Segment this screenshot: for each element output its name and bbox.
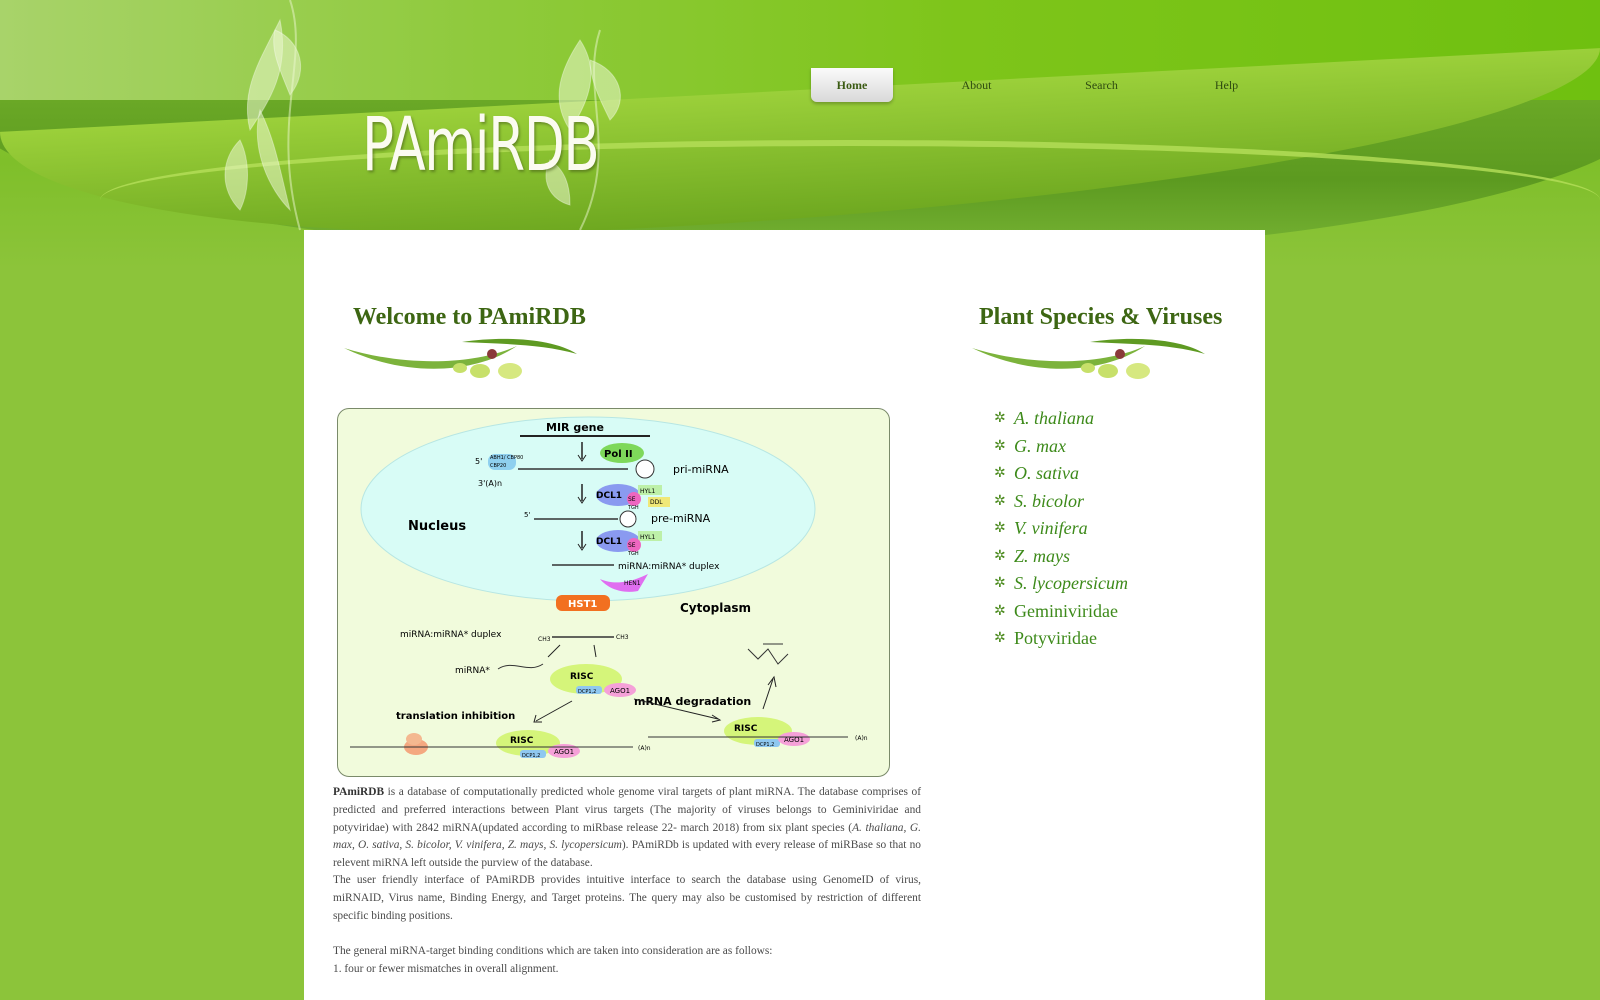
nav-home[interactable]: Home [811,68,893,102]
label-an-left: (A)n [638,745,651,752]
asterisk-bullet-icon: ✲ [994,438,1006,454]
label-mirna-star: miRNA* [455,666,490,676]
virus-family-label[interactable]: Potyviridae [1014,628,1097,649]
species-item[interactable] [994,405,1128,433]
leaf-ornament-icon [970,336,1210,386]
label-cbp20: CBP20 [490,463,507,469]
label-3prime-a: 3'(A)n [478,479,503,488]
label-risc: RISC [570,672,594,682]
label-se: SE [628,496,636,503]
intro-species: A. thaliana, G. max, O. sativa, S. bicolor, V. vinifera, Z. mays, S. lycopersicum [333,821,921,852]
intro-text-a: is a database of computationally predicted whole genome viral targets of plant miRNA. The database comprises of predicted and preferred interactions between Plant virus targets (The majority of viruses belongs to Geminiviridae and potyviridae) with 2842 miRNA(updated according to miRbase release 22- march 2018) from six plant species ( [333,786,921,834]
nav-about[interactable]: About [961,78,992,92]
asterisk-bullet-icon: ✲ [994,493,1006,509]
label-duplex-2: miRNA:miRNA* duplex [400,630,502,640]
label-ago1-3: AGO1 [554,748,575,756]
asterisk-bullet-icon: ✲ [994,521,1006,537]
label-ch3-right: CH3 [616,634,629,641]
species-item[interactable] [994,433,1128,461]
conditions-intro: The general miRNA-target binding conditions which are taken into consideration are as follows: [333,945,773,957]
label-duplex: miRNA:miRNA* duplex [618,562,720,572]
asterisk-bullet-icon: ✲ [994,466,1006,482]
label-dcp: DCP1,2 [578,689,597,695]
label-pri-mirna: pri-miRNA [673,463,729,476]
label-nucleus: Nucleus [408,519,467,534]
intro-bold-name: PAmiRDB [333,786,385,798]
asterisk-bullet-icon: ✲ [994,603,1006,619]
label-dcp-3: DCP1,2 [522,753,541,759]
nav-help[interactable]: Help [1214,78,1239,92]
label-hyl1: HYL1 [640,488,656,495]
intro-paragraph [333,784,921,873]
species-item[interactable] [994,570,1128,598]
species-label[interactable]: Z. mays [1014,545,1071,566]
label-dcl1: DCL1 [596,491,623,501]
species-label[interactable]: S. lycopersicum [1014,573,1128,594]
label-pre-mirna: pre-miRNA [651,512,711,525]
species-label[interactable]: V. vinifera [1014,518,1088,539]
label-pol2: Pol II [604,449,633,460]
species-item[interactable] [994,488,1128,516]
main-content [304,230,1265,1000]
label-translation-inhibition: translation inhibition [396,711,516,722]
label-ddl: DDL [650,499,663,506]
asterisk-bullet-icon: ✲ [994,576,1006,592]
label-dcl1-2: DCL1 [596,537,623,547]
label-dcp-2: DCP1,2 [756,742,775,748]
main-nav [790,68,1289,102]
welcome-heading: Welcome to PAmiRDB [353,304,586,330]
condition-1: 1. four or fewer mismatches in overall alignment. [333,963,559,975]
species-item[interactable] [994,543,1128,571]
label-5prime-2: 5' [524,511,531,519]
label-mrna-degradation: mRNA degradation [634,695,752,708]
label-abh1: ABH1/ CBP80 [490,455,524,461]
label-5prime: 5' [475,457,483,466]
intro-text-b: ). PAmiRDb is updated with every release of miRBase so that no relevent miRNA left outside the purview of the database. [333,839,921,870]
species-label[interactable]: O. sativa [1014,463,1079,484]
asterisk-bullet-icon: ✲ [994,548,1006,564]
label-ago1-2: AGO1 [784,736,805,744]
label-se-2: SE [628,542,636,549]
site-logo[interactable]: PAmiRDB [362,102,599,188]
label-hyl1-2: HYL1 [640,534,656,541]
asterisk-bullet-icon: ✲ [994,631,1006,647]
label-ago1: AGO1 [610,687,631,695]
virus-family-item[interactable] [994,625,1128,653]
virus-family-item[interactable] [994,598,1128,626]
label-cytoplasm: Cytoplasm [680,601,752,615]
virus-family-label[interactable]: Geminiviridae [1014,600,1118,621]
label-hst1: HST1 [568,599,598,610]
label-an-right: (A)n [855,735,868,742]
label-risc-2: RISC [734,724,758,734]
label-risc-3: RISC [510,736,534,746]
mirna-pathway-diagram [337,408,890,777]
species-label[interactable]: G. max [1014,435,1066,456]
leaf-ornament-icon [342,336,582,386]
label-mir-gene: MIR gene [546,421,604,434]
label-ch3-left: CH3 [538,636,551,643]
interface-paragraph: The user friendly interface of PAmiRDB provides intuitive interface to search the database using GenomeID of virus, miRNAID, Virus name, Binding Energy, and Target proteins. The query may also be customised by restriction of different specific binding positions. [333,874,921,922]
sidebar-heading: Plant Species & Viruses [979,304,1223,330]
species-list [994,405,1128,653]
species-label[interactable]: A. thaliana [1014,408,1094,429]
label-hen1: HEN1 [624,580,641,587]
label-tgh: TGH [628,505,639,511]
species-item[interactable] [994,460,1128,488]
species-label[interactable]: S. bicolor [1014,490,1084,511]
nav-search[interactable]: Search [1085,78,1118,92]
species-item[interactable] [994,515,1128,543]
asterisk-bullet-icon: ✲ [994,411,1006,427]
label-tgh-2: TGH [628,551,639,557]
